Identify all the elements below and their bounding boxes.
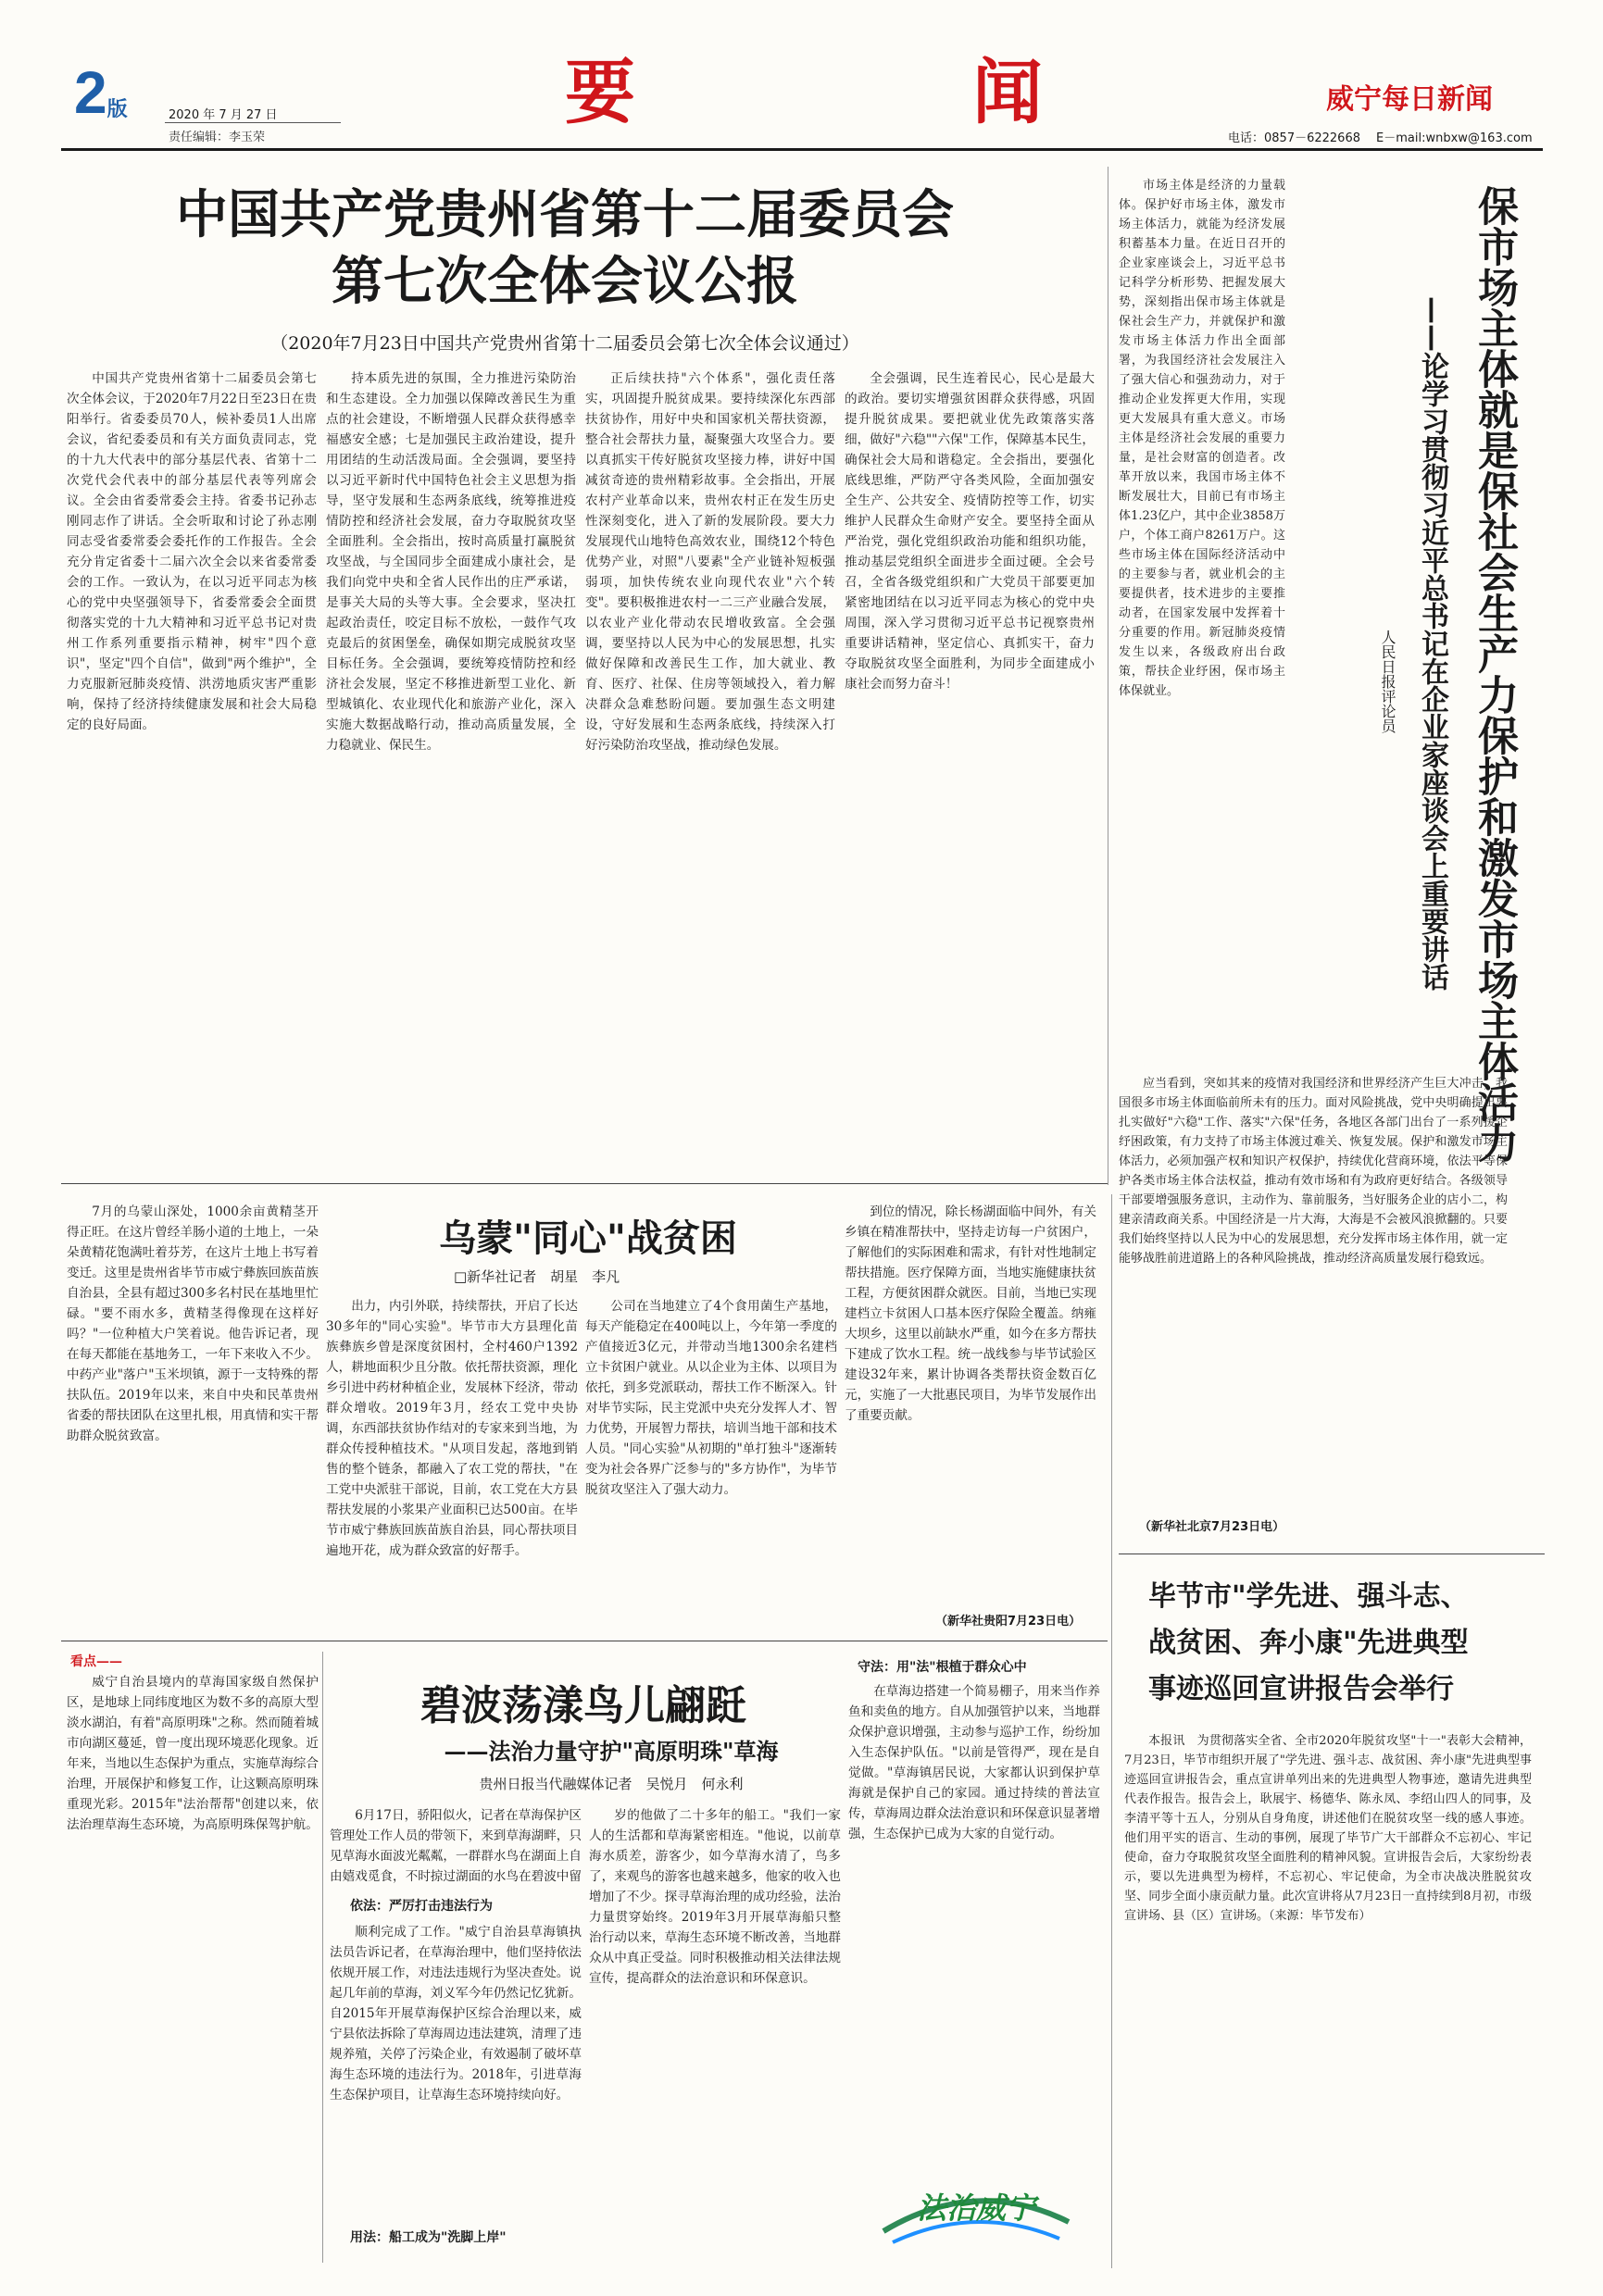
editorial-title: 保市场主体就是保社会生产力保护和激发市场主体活力 — [1471, 185, 1518, 1163]
editorial-subtitle: ——论学习贯彻习近平总书记在企业家座谈会上重要讲话 — [1416, 296, 1448, 991]
bibo-lead-text: 威宁自治县境内的草海国家级自然保护区，是地球上同纬度地区为数不多的高原大型淡水湖泊，有着"高原明珠"之称。然而随着城市向湖区蔓延，曾一度出现环境恶化现象。近年来，当地以生态保护为重点，实施草海综合治理，开展保护和修复工作，让这颗高原明珠重现光彩。2015年"法治帮帮"创建以来，依法治理草海生态环境，为高原明珠保驾护航。 — [67, 1675, 319, 1832]
bibo-column-3 — [848, 1681, 1100, 2163]
editorial-col1-text: 市场主体是经济的力量载体。保护好市场主体，激发市场主体活力，就能为经济发展积蓄基本力量。在近日召开的企业家座谈会上，习近平总书记科学分析形势、把握发展大势，深刻指出保市场主体就是保社会生产力，并就保护和激发市场主体活力作出全面部署，为我国经济社会发展注入了强大信心和强劲动力，对于推动企业发挥更大作用，实现更大发展具有重大意义。市场主体是经济社会发展的重要力量，是社会财富的创造者。改革开放以来，我国市场主体不断发展壮大，目前已有市场主体1.23亿户，其中企业3858万户，个体工商户8261万户。这些市场主体在国际经济活动中的主要参与者，就业机会的主要提供者，技术进步的主要推动者，在国家发展中发挥着十分重要的作用。新冠肺炎疫情发生以来，各级政府出台政策，帮扶企业纾困，保市场主体保就业。 — [1119, 179, 1285, 698]
lead-col3-text: 正后续扶持"六个体系"，强化责任落实，巩固提升脱贫成果。要持续深化东西部扶贫协作，用好中央和国家机关帮扶资源，整合社会帮扶力量，凝聚强大攻坚合力。要以真抓实干传好脱贫攻坚接力棒，讲好中国减贫奇迹的贵州精彩故事。全会指出，开展农村产业革命以来，贵州农村正在发生历史性深刻变化，进入了新的发展阶段。要大力发展现代山地特色高效农业，围绕12个特色优势产业，对照"八要素"全产业链补短板强弱项，加快传统农业向现代农业"六个转变"。要积极推进农村一二三产业融合发展，以农业产业化带动农民增收致富。全会强调，要坚持以人民为中心的发展思想，扎实做好保障和改善民生工作，加大就业、教育、医疗、社保、住房等领域投入，着力解决群众急难愁盼问题。要加强生态文明建设，守好发展和生态两条底线，持续深入打好污染防治攻坚战，推动绿色发展。 — [585, 371, 835, 753]
bibo-subtitle: ——法治力量守护"高原明珠"草海 — [444, 1738, 779, 1765]
bijie-title — [1148, 1574, 1537, 1713]
page-number — [74, 59, 128, 126]
bibo-column-2 — [589, 1805, 841, 2259]
bijie-body — [1124, 1731, 1532, 2259]
wumeng-col1-text: 7月的乌蒙山深处，1000余亩黄精茎开得正旺。在这片曾经羊肠小道的土地上，一朵朵黄精花饱满吐着芬芳，在这片土地上书写着变迁。这里是贵州省毕节市威宁彝族回族苗族自治县，全县有超过300多名村民在基地里忙碌。"要不雨水多，黄精茎得像现在这样好吗？"一位种植大户笑着说。他告诉记者，现在每天都能在基地务工，一年下来收入不少。中药产业"落户"玉米坝镇，源于一支特殊的帮扶队伍。2019年以来，来自中央和民革贵州省委的帮扶团队在这里扎根，用真情和实干帮助群众脱贫致富。 — [67, 1204, 319, 1443]
wumeng-column-4 — [845, 1202, 1096, 1609]
bibo-col4-text: 在草海边搭建一个简易棚子，用来当作养鱼和卖鱼的地方。自从加强管护以来，当地群众保护意识增强，主动参与巡护工作，纷纷加入生态保护队伍。"以前是管得严，现在是自觉做。"草海镇居民说，大家都认识到保护草海就是保护自己的家园。通过持续的普法宣传，草海周边群众法治意识和环保意识显著增强，生态保护已成为大家的自觉行动。 — [848, 1684, 1100, 1841]
bibo-subhead-1: 依法：严厉打击违法行为 — [350, 1899, 493, 1914]
bijie-title-line1: 毕节市"学先进、强斗志、 — [1148, 1580, 1469, 1613]
wumeng-column-1 — [67, 1202, 319, 1628]
bibo-byline: 贵州日报当代融媒体记者 吴悦月 何永利 — [479, 1776, 744, 1792]
lead-column-3 — [585, 368, 835, 1174]
wumeng-column-2 — [326, 1296, 578, 1629]
header-rule — [61, 148, 1543, 151]
issue-date: 2020 年 7 月 27 日 — [169, 108, 278, 122]
section-title-char1: 要 — [565, 51, 635, 133]
bibo-col2-text: 顺利完成了工作。"威宁自治县草海镇执法员告诉记者，在草海治理中，他们坚持依法依规开展工作，对违法违规行为坚决查处。说起几年前的草海，刘义军今年仍然记忆犹新。自2015年开展草海保护区综合治理以来，威宁县依法拆除了草海周边违法建筑，清理了违规养殖，关停了污染企业，有效遏制了破坏草海生态环境的违法行为。2018年，引进草海生态保护项目，让草海生态环境持续向好。 — [330, 1925, 582, 2103]
lead-subtitle: （2020年7月23日中国共产党贵州省第十二届委员会第七次全体会议通过） — [270, 333, 859, 354]
newspaper-name: 威宁每日新闻 — [1326, 83, 1493, 116]
lead-column-2 — [326, 368, 576, 1174]
editorial-byline: 人民日报评论员 — [1379, 630, 1396, 733]
contact-phone: 电话：0857－6222668 — [1228, 131, 1360, 145]
editorial-source: （新华社北京7月23日电） — [1139, 1520, 1285, 1534]
page-number-digit: 2 — [74, 59, 107, 126]
lead-column-4 — [845, 368, 1095, 1174]
lead-col1-text: 中国共产党贵州省第十二届委员会第七次全体会议，于2020年7月22日至23日在贵阳举行。省委委员70人，候补委员1人出席会议，省纪委委员和有关方面负责同志，党的十九大代表中的部分基层代表、省第十二次党代会代表中的部分基层代表等列席会议。全会由省委常委会主持。省委书记孙志刚同志作了讲话。全会听取和讨论了孙志刚同志受省委常委会委托作的工作报告。全会充分肯定省委十二届六次全会以来省委常委会的工作。一致认为，在以习近平同志为核心的党中央坚强领导下，省委常委会全面贯彻落实党的十九大精神和习近平总书记对贵州工作系列重要指示精神，树牢"四个意识"，坚定"四个自信"，做到"两个维护"，全力克服新冠肺炎疫情、洪涝地质灾害严重影响，保持了经济持续健康发展和社会大局稳定的良好局面。 — [67, 371, 317, 732]
wumeng-col3-text: 公司在当地建立了4个食用菌生产基地，每天产能稳定在400吨以上，今年第一季度的产值接近3亿元，并带动当地1300余名建档立卡贫困户就业。从以企业为主体、以项目为依托，到多党派联动，帮扶工作不断深入。针对毕节实际，民主党派中央充分发挥人才、智力优势，开展智力帮扶，培训当地干部和技术人员。"同心实验"从初期的"单打独斗"逐渐转变为社会各界广泛参与的"多方协作"，为毕节脱贫攻坚注入了强大动力。 — [585, 1299, 837, 1497]
lead-col4-text: 全会强调，民生连着民心，民心是最大的政治。要切实增强贫困群众获得感，巩固提升脱贫成果。要把就业优先政策落实落细，做好"六稳""六保"工作，保障基本民生，确保社会大局和谐稳定。全会指出，要强化底线思维，严防严守各类风险，全面加强安全生产、公共安全、疫情防控等工作，切实维护人民群众生命财产安全。要坚持全面从严治党，强化党组织政治功能和组织功能，推动基层党组织全面进步全面过硬。全会号召，全省各级党组织和广大党员干部要更加紧密地团结在以习近平同志为核心的党中央周围，深入学习贯彻习近平总书记视察贵州重要讲话精神，坚定信心、真抓实干，奋力夺取脱贫攻坚全面胜利，为同步全面建成小康社会而努力奋斗！ — [845, 371, 1095, 692]
lead-col2-text: 持本质先进的氛围，全力推进污染防治和生态建设。全力加强以保障改善民生为重点的社会建设，不断增强人民群众获得感幸福感安全感；七是加强民主政治建设，提升用团结的生动活泼局面。全会强调，要坚持以习近平新时代中国特色社会主义思想为指导，坚守发展和生态两条底线，统筹推进疫情防控和经济社会发展，奋力夺取脱贫攻坚全面胜利。全会指出，按时高质量打赢脱贫攻坚战，与全国同步全面建成小康社会，是我们向党中央和全省人民作出的庄严承诺，是事关大局的头等大事。全会要求，坚决扛起政治责任，咬定目标不放松，一鼓作气攻克最后的贫困堡垒，确保如期完成脱贫攻坚目标任务。全会强调，要统筹疫情防控和经济社会发展，坚定不移推进新型工业化、新型城镇化、农业现代化和旅游产业化，深入实施大数据战略行动，推动高质量发展，全力稳就业、保民生。 — [326, 371, 576, 753]
wumeng-col2-text: 出力，内引外联，持续帮扶，开启了长达30多年的"同心实验"。毕节市大方县理化苗族彝族乡曾是深度贫困村，全村460户1392人，耕地面积少且分散。依托帮扶资源，理化乡引进中药材种植企业，发展林下经济，带动群众增收。2019年3月，经农工党中央协调，东西部扶贫协作结对的专家来到当地，为群众传授种植技术。"从项目发起，落地到销售的整个链条，都融入了农工党的帮扶，"在工党中央派驻干部说，目前，农工党在大方县帮扶发展的小浆果产业面积已达500亩。在毕节市威宁彝族回族苗族自治县，同心帮扶项目遍地开花，成为群众致富的好帮手。 — [326, 1299, 578, 1558]
bibo-col1-text: 6月17日，骄阳似火，记者在草海保护区管理处工作人员的带领下，来到草海湖畔，只见草海水面波光粼粼，一群群水鸟在湖面上自由嬉戏觅食，不时掠过湖面的水鸟在碧波中留 — [330, 1808, 582, 1884]
bijie-title-line2: 战贫困、奔小康"先进典型 — [1148, 1627, 1469, 1659]
bijie-title-line3: 事迹巡回宣讲报告会举行 — [1148, 1673, 1454, 1705]
page-number-suffix: 版 — [106, 98, 128, 121]
editorial-col2-text: 应当看到，突如其来的疫情对我国经济和世界经济产生巨大冲击，我国很多市场主体面临前所未有的压力。面对风险挑战，党中央明确提出要扎实做好"六稳"工作、落实"六保"任务，各地区各部门出台了一系列援企纾困政策，有力支持了市场主体渡过难关、恢复发展。保护和激发市场主体活力，必须加强产权和知识产权保护，持续优化营商环境，依法平等保护各类市场主体合法权益，推动有效市场和有为政府更好结合。各级领导干部要增强服务意识，主动作为、靠前服务，当好服务企业的店小二，构建亲清政商关系。中国经济是一片大海，大海是不会被风浪掀翻的。只要我们始终坚持以人民为中心的发展思想，充分发挥市场主体作用，就一定能够战胜前进道路上的各种风险挑战，推动经济高质量发展行稳致远。 — [1119, 1077, 1508, 1266]
bibo-title: 碧波荡漾鸟儿翩跹 — [420, 1682, 746, 1729]
wumeng-column-3 — [585, 1296, 837, 1629]
editorial-column-1 — [1119, 176, 1285, 1055]
contact-email: E－mail:wnbxw@163.com — [1376, 131, 1533, 145]
bibo-kicker: 看点—— — [70, 1654, 122, 1669]
bibo-column-1b — [330, 1922, 582, 2218]
lead-column-1 — [67, 368, 317, 1174]
editor-line: 责任编辑：李玉荣 — [169, 131, 266, 144]
bibo-subhead-3: 用法：船工成为"洗脚上岸" — [350, 2230, 507, 2245]
bibo-column-1 — [330, 1805, 582, 1889]
section-title-char2: 闻 — [972, 51, 1043, 133]
bibo-lead-column — [67, 1672, 319, 2265]
fazhi-logo-text: 法治威宁 — [916, 2190, 1035, 2226]
bibo-col3-text: 岁的他做了二十多年的船工。"我们一家人的生活都和草海紧密相连。"他说，以前草海水质差，游客少，如今草海水清了，鸟多了，来观鸟的游客也越来越多，他家的收入也增加了不少。探寻草海治理的成功经验，法治力量贯穿始终。2019年3月开展草海船只整治行动以来，草海生态环境不断改善，当地群众从中真正受益。同时积极推动相关法律法规宣传，提高群众的法治意识和环保意识。 — [589, 1808, 841, 1986]
bibo-subhead-2: 守法：用"法"根植于群众心中 — [858, 1660, 1027, 1675]
fazhi-weining-logo — [874, 2166, 1078, 2255]
bijie-body-text: 本报讯 为贯彻落实全省、全市2020年脱贫攻坚"十一"表彰大会精神，7月23日，毕节市组织开展了"学先进、强斗志、战贫困、奔小康"先进典型事迹巡回宣讲报告会，重点宣讲单列出来的先进典型人物事迹，邀请先进典型代表作报告。报告会上，耿展宇、杨德华、陈永凤、李绍山四人的同事，及李清平等十五人，分别从自身角度，讲述他们在脱贫攻坚一线的感人事迹。他们用平实的语言、生动的事例，展现了毕节广大干部群众不忘初心、牢记使命，奋力夺取脱贫攻坚全面胜利的精神风貌。宣讲报告会后，大家纷纷表示，要以先进典型为榜样，不忘初心、牢记使命，为全市决战决胜脱贫攻坚、同步全面小康贡献力量。此次宣讲将从7月23日一直持续到8月初，市级宣讲场、县（区）宣讲场。（来源：毕节发布） — [1124, 1734, 1532, 1923]
wumeng-col4-text: 到位的情况，除长杨湖面临中间外，有关乡镇在精准帮扶中，坚持走访每一户贫困户，了解他们的实际困难和需求，有针对性地制定帮扶措施。医疗保障方面，当地实施健康扶贫工程，方便贫困群众就医。目前，当地已实现建档立卡贫困人口基本医疗保险全覆盖。纳雍大坝乡，这里以前缺水严重，如今在多方帮扶下建成了饮水工程。统一战线参与毕节试验区建设32年来，累计协调各类帮扶资金数百亿元，实施了一大批惠民项目，为毕节发展作出了重要贡献。 — [845, 1204, 1096, 1423]
wumeng-byline: □新华社记者 胡星 李凡 — [454, 1268, 620, 1285]
wumeng-title: 乌蒙"同心"战贫困 — [439, 1217, 737, 1260]
lead-title-line1: 中国共产党贵州省第十二届委员会 — [176, 185, 954, 245]
wumeng-source: （新华社贵阳7月23日电） — [935, 1615, 1082, 1628]
lead-title-line2: 第七次全体会议公报 — [332, 252, 798, 312]
editorial-column-2 — [1119, 1074, 1508, 1509]
